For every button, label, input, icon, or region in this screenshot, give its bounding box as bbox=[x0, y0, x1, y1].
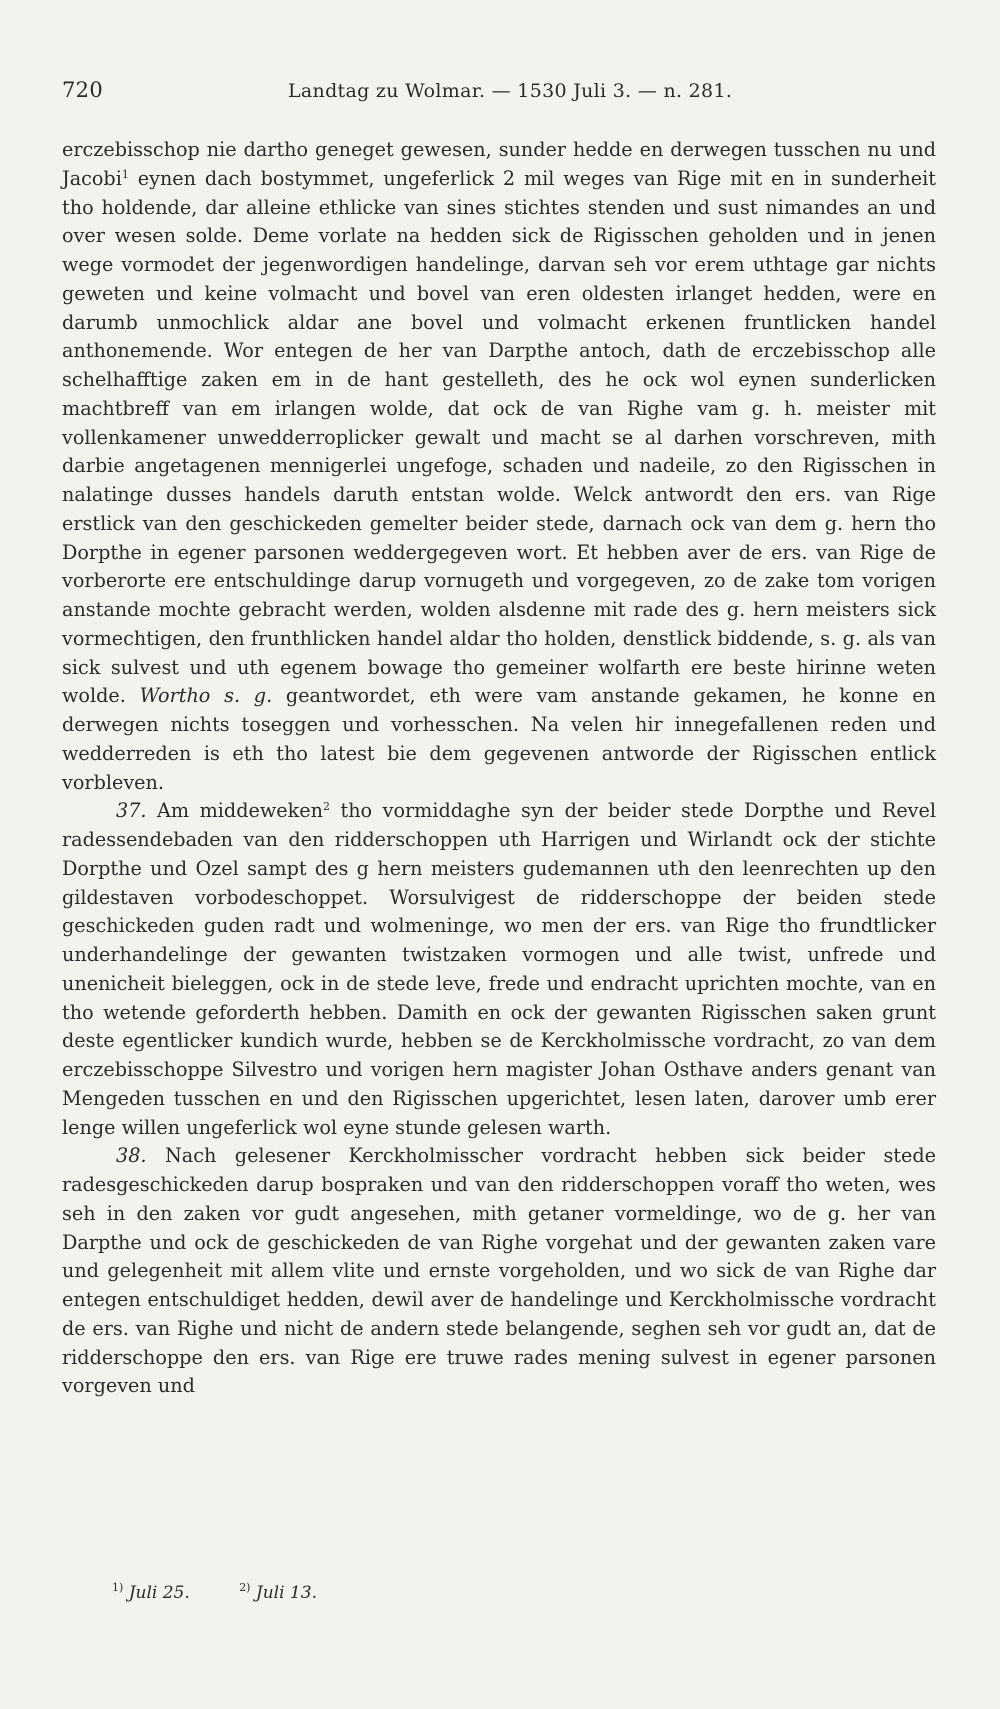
footnote-mark: 1) bbox=[112, 1581, 124, 1594]
paragraph: erczebisschop nie dartho geneget gewesen, sunder hedde en derwegen tusschen nu und Jacobi$^1$ eynen dach bostymmet, ungeferlick 2 mil weges van Rige mit en in sunderheit tho holdende, dar alleine ethlicke van sines stichtes stenden und sust nimandes an und over wesen solde. Deme vorlate na hedden sick de Rigisschen geholden und in jenen wege vormodet der jegenwordigen handelinge, darvan seh vor erem uthtage gar nichts geweten und keine volmacht und bovel van eren oldesten irlanget hedden, were en darumb unmochlick aldar ane bovel und volmacht erkenen fruntlicken handel anthonemende. Wor entegen de her van Darpthe antoch, dath de erczebisschop alle schelhafftige zaken em in de hant gestelleth, des he ock wol eynen sunderlicken machtbreff van em irlangen wolde, dat ock de van Righe vam g. h. meister mit vollenkamener unwedderroplicker gewalt und macht se al darhen vorschreven, mith darbie angetagenen mennigerlei ungefoge, schaden und nadeile, zo den Rigisschen in nalatinge dusses handels daruth entstan wolde. Welck antwordt den ers. van Rige erstlick van den geschickeden gemelter beider stede, darnach ock van dem g. hern tho Dorpthe in egener parsonen weddergegeven wort. Et hebben aver de ers. van Rige de vorberorte ere entschuldinge darup vornugeth und vorgegeven, zo de zake tom vorigen anstande mochte gebracht werden, wolden alsdenne mit rade des g. hern meisters sick vormechtigen, den frunthlicken handel aldar tho holden, denstlick biddende, s. g. als van sick sulvest und uth egenem bowage tho gemeiner wolfarth ere beste hirinne weten wolde. Wortho s. g. geantwordet, eth were vam anstande gekamen, he konne en derwegen nichts toseggen und vorhesschen. Na velen hir innegefallenen reden und wedderreden is eth tho latest bie dem gegevenen antworde der Rigisschen entlick vorbleven. bbox=[62, 138, 936, 794]
section-number: 37. bbox=[116, 799, 147, 823]
running-head: Landtag zu Wolmar. — 1530 Juli 3. — n. 281. bbox=[288, 80, 733, 102]
footnote: $^{2)}$ Juli 13. bbox=[239, 1581, 317, 1603]
page-number: 720 bbox=[62, 78, 103, 102]
footnote-ref: 2 bbox=[322, 800, 330, 814]
italic-phrase: Wortho s. g. bbox=[139, 684, 273, 708]
paragraph: 37. Am middeweken$^2$ tho vormiddaghe syn der beider stede Dorpthe und Revel radessendebaden van den ridderschoppen uth Harrigen und Wirlandt ock der stichte Dorpthe und Ozel sampt des g hern meisters gudemannen uth den leenrechten up den gildestaven vorbodeschoppet. Worsulvigest de ridderschoppe der beiden stede geschickeden guden radt und wolmeninge, wo men der ers. van Rige tho frundtlicker underhandelinge der gewanten twistzaken vormogen und alle twist, unfrede und unenicheit bieleggen, ock in de stede leve, frede und endracht uprichten mochte, van en tho wetende geforderth hebben. Damith en ock der gewanten Rigisschen saken grunt deste egentlicker kundich wurde, hebben se de Kerckholmissche vordracht, zo van dem erczebisschoppe Silvestro und vorigen hern magister Johan Osthave anders genant van Mengeden tusschen en und den Rigisschen upgerichtet, lesen laten, darover umb erer lenge willen ungeferlick wol eyne stunde gelesen warth. bbox=[62, 799, 937, 1139]
footnote: $^{1)}$ Juli 25. bbox=[112, 1581, 190, 1603]
body-text bbox=[62, 136, 936, 1401]
footnote-ref: 1 bbox=[121, 167, 129, 181]
paragraph: 38. Nach gelesener Kerckholmisscher vordracht hebben sick beider stede radesgeschickeden darup bospraken und van den ridderschoppen voraff tho weten, wes seh in den zaken vor gudt angesehen, mith getaner vormeldinge, wo de g. her van Darpthe und ock de geschickeden de van Righe vorgehat und der gewanten zaken vare und gelegenheit mit allem vlite und ernste vorgeholden, und wo sick de van Righe dar entegen entschuldiget hedden, dewil aver de handelinge und Kerckholmissche vordracht de ers. van Righe und nicht de andern stede belangende, seghen seh vor gudt an, dat de ridderschoppe den ers. van Rige ere truwe rades mening sulvest in egener parsonen vorgeven und bbox=[62, 1144, 936, 1398]
page-header bbox=[62, 78, 940, 108]
section-number: 38. bbox=[116, 1144, 147, 1168]
footnote-mark: 2) bbox=[239, 1581, 251, 1594]
footnotes bbox=[112, 1583, 361, 1603]
